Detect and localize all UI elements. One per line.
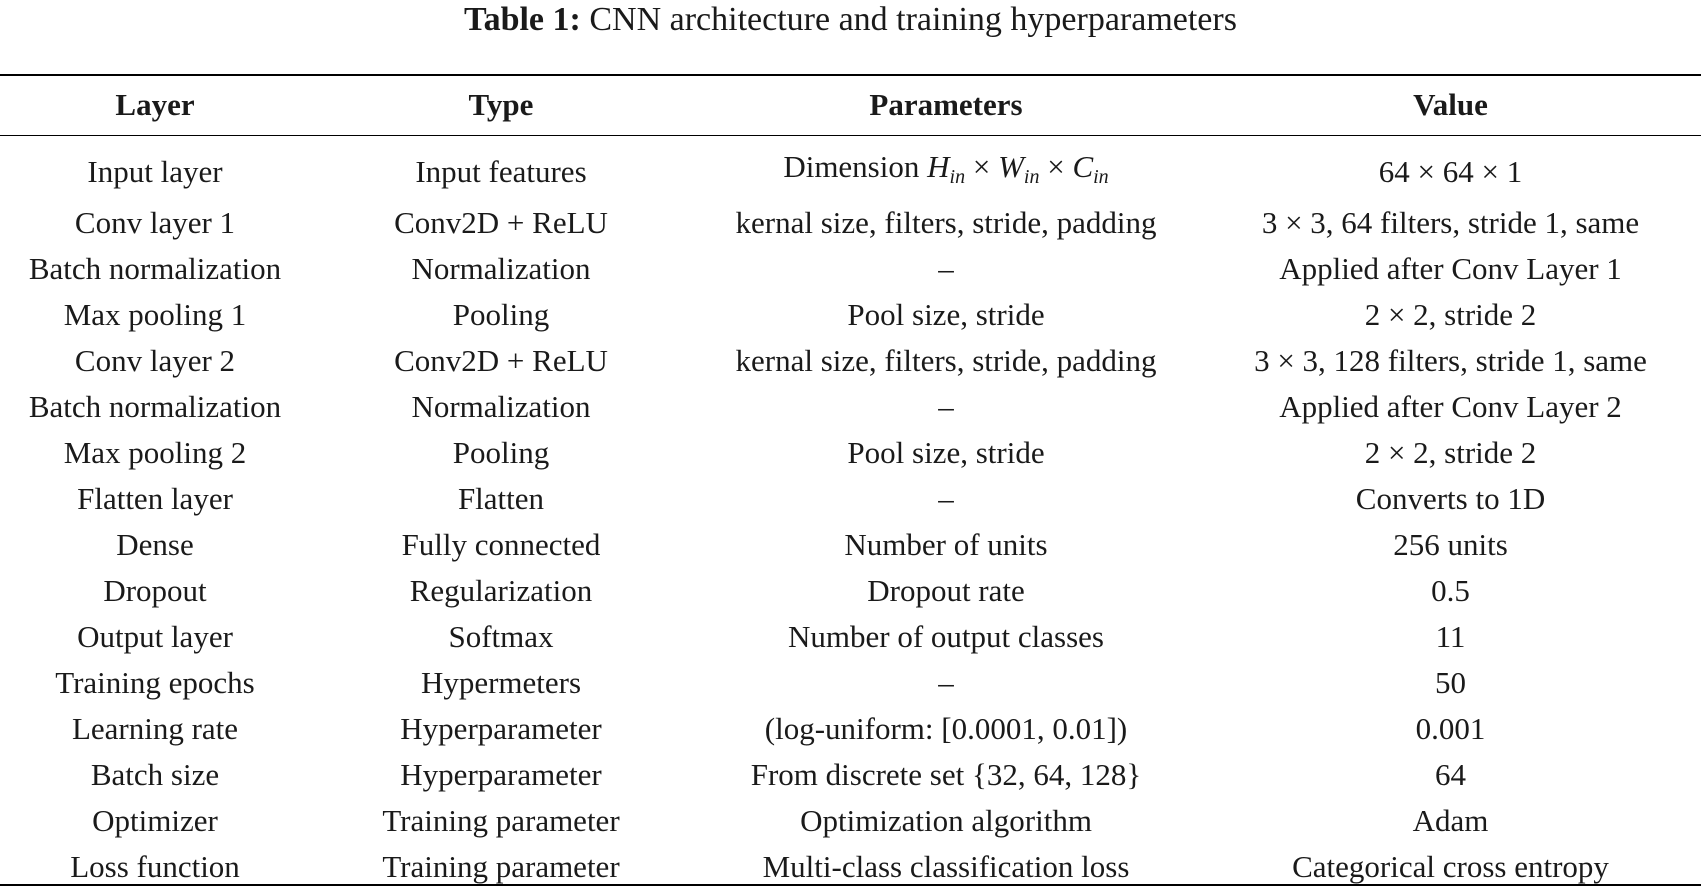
type-cell: Training parameter [382,849,620,884]
type-cell: Softmax [448,619,554,654]
parameters-cell: Multi-class classification loss [762,849,1130,884]
caption-text: CNN architecture and training hyperparameters [589,1,1237,38]
layer-cell: Max pooling 2 [63,435,247,470]
table-row [0,660,1701,706]
value-cell: 2 × 2, stride 2 [1364,435,1537,470]
value-cell: 256 units [1393,527,1508,562]
table-row [0,144,1701,200]
hyperparameter-table [0,144,1701,890]
layer-cell: Batch normalization [28,389,282,424]
type-cell: Conv2D + ReLU [394,343,608,378]
value-cell: Converts to 1D [1355,481,1546,516]
parameters-cell: Optimization algorithm [800,803,1092,838]
value-cell: Categorical cross entropy [1292,849,1609,884]
value-cell: 64 × 64 × 1 [1378,154,1523,189]
dimension-prefix: Dimension [783,149,920,184]
parameters-cell: – [938,389,954,424]
parameters-cell: Pool size, stride [847,297,1045,332]
layer-cell: Dense [116,527,194,562]
dimension-subscript: in [949,166,966,188]
table-row [0,384,1701,430]
table-row [0,200,1701,246]
times-symbol: × [1047,149,1065,184]
value-cell: 11 [1435,619,1466,654]
value-cell: 3 × 3, 64 filters, stride 1, same [1261,205,1640,240]
table-header [0,82,1701,128]
value-cell: 3 × 3, 128 filters, stride 1, same [1254,343,1647,378]
value-cell: Applied after Conv Layer 1 [1279,251,1622,286]
value-cell: 2 × 2, stride 2 [1364,297,1537,332]
layer-cell: Output layer [77,619,233,654]
dimension-subscript: in [1093,166,1109,188]
parameters-cell: From discrete set {32, 64, 128} [750,757,1142,792]
table-row [0,430,1701,476]
parameters-cell: Dropout rate [867,573,1025,608]
layer-cell: Input layer [87,154,223,189]
value-cell: 0.5 [1431,573,1470,608]
table-caption [0,0,1701,46]
parameters-cell: (log-uniform: [0.0001, 0.01]) [764,711,1128,746]
bottom-rule [0,884,1701,886]
layer-cell: Training epochs [55,665,255,700]
parameters-cell: Pool size, stride [847,435,1045,470]
layer-cell: Conv layer 2 [74,343,236,378]
type-cell: Regularization [409,573,593,608]
table-row [0,798,1701,844]
table-row [0,522,1701,568]
header-value: Value [1413,87,1488,122]
table-row [0,614,1701,660]
layer-cell: Dropout [103,573,207,608]
type-cell: Hypermeters [420,665,582,700]
type-cell: Conv2D + ReLU [394,205,608,240]
type-cell: Training parameter [382,803,620,838]
dimension-c-symbol: C [1072,149,1094,184]
layer-cell: Flatten layer [77,481,233,516]
type-cell: Fully connected [401,527,601,562]
type-cell: Flatten [457,481,545,516]
top-rule [0,74,1701,76]
times-symbol: × [972,149,991,184]
parameters-cell: kernal size, filters, stride, padding [735,343,1157,378]
type-cell: Input features [415,154,587,189]
table-row [0,568,1701,614]
header-parameters: Parameters [869,87,1023,122]
parameters-cell: Number of output classes [788,619,1104,654]
parameters-cell [692,144,1200,200]
parameters-cell: kernal size, filters, stride, padding [735,205,1157,240]
dimension-w-symbol: W [998,149,1024,184]
header-type: Type [468,87,534,122]
type-cell: Hyperparameter [400,711,602,746]
layer-cell: Optimizer [92,803,218,838]
parameters-cell: – [938,665,954,700]
layer-cell: Batch normalization [28,251,282,286]
header-rule [0,135,1701,136]
type-cell: Pooling [452,297,550,332]
header-row [0,82,1701,128]
table-row [0,292,1701,338]
layer-cell: Batch size [90,757,220,792]
value-cell: 50 [1435,665,1466,700]
value-cell: 0.001 [1415,711,1486,746]
layer-cell: Conv layer 1 [74,205,236,240]
table-row [0,752,1701,798]
header-layer: Layer [115,87,195,122]
caption-label: Table 1: [464,1,581,38]
type-cell: Normalization [411,389,591,424]
layer-cell: Loss function [70,849,240,884]
table-row [0,246,1701,292]
table-row [0,476,1701,522]
value-cell: Applied after Conv Layer 2 [1279,389,1622,424]
type-cell: Pooling [452,435,550,470]
parameters-cell: Number of units [844,527,1048,562]
dimension-h-symbol: H [927,149,950,184]
layer-cell: Max pooling 1 [63,297,247,332]
type-cell: Normalization [411,251,591,286]
layer-cell: Learning rate [71,711,239,746]
type-cell: Hyperparameter [400,757,602,792]
parameters-cell: – [938,251,954,286]
value-cell: 64 [1435,757,1466,792]
table-row [0,338,1701,384]
parameters-cell: – [938,481,954,516]
table-row [0,706,1701,752]
value-cell: Adam [1412,803,1489,838]
dimension-subscript: in [1023,166,1040,188]
